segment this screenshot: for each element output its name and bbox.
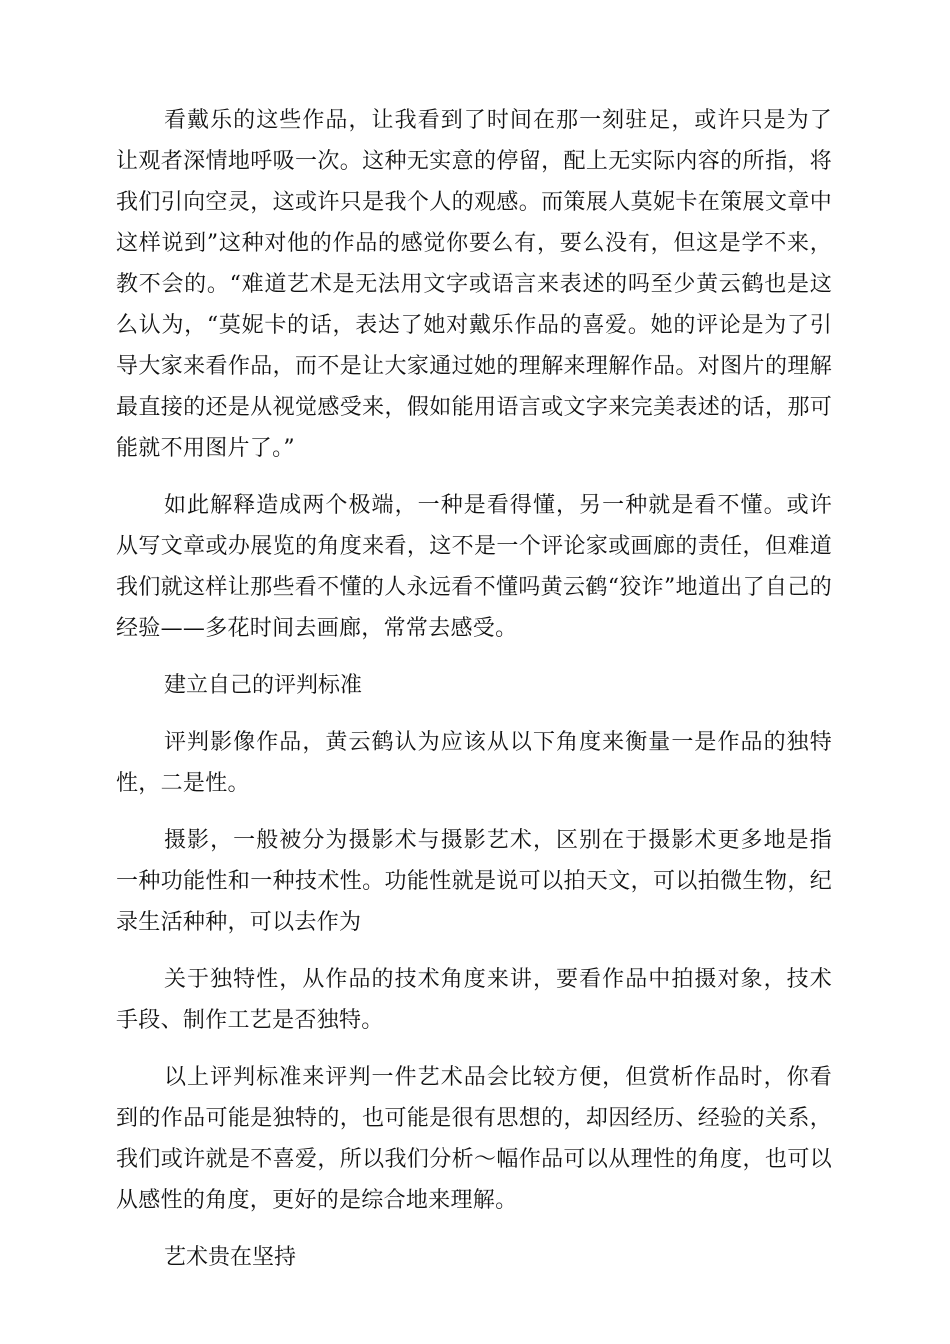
- section-heading-standards: 建立自己的评判标准: [164, 673, 363, 698]
- paragraph-1: 看戴乐的这些作品，让我看到了时间在那一刻驻足，或许只是为了让观者深情地呼吸一次。这种无实意的停留，配上无实际内容的所指，将我们引向空灵，这或许只是我个人的观感。而策展人莫妮卡在策展文章中这样说到”这种对他的作品的感觉你要么有，要么没有，但这是学不来，教不会的。“难道艺术是无法用文字或语言来表述的吗至少黄云鹤也是这么认为，“莫妮卡的话，表达了她对戴乐作品的喜爱。她的评论是为了引导大家来看作品，而不是让大家通过她的理解来理解作品。对图片的理解最直接的还是从视觉感受来，假如能用语言或文字来完美表述的话，那可能就不用图片了。”: [116, 108, 832, 461]
- paragraph-2: 如此解释造成两个极端，一种是看得懂，另一种就是看不懂。或许从写文章或办展览的角度来看，这不是一个评论家或画廊的责任，但难道我们就这样让那些看不懂的人永远看不懂吗黄云鹤“狡诈”地道出了自己的经验——多花时间去画廊，常常去感受。: [116, 493, 832, 641]
- paragraph-6: 以上评判标准来评判一件艺术品会比较方便，但赏析作品时，你看到的作品可能是独特的，也可能是很有思想的，却因经历、经验的关系，我们或许就是不喜爱，所以我们分析～幅作品可以从理性的角度，也可以从感性的角度，更好的是综合地来理解。: [116, 1065, 832, 1213]
- paragraph-3: 评判影像作品，黄云鹤认为应该从以下角度来衡量一是作品的独特性，二是性。: [116, 730, 832, 796]
- paragraph-4: 摄影，一般被分为摄影术与摄影艺术，区别在于摄影术更多地是指一种功能性和一种技术性。功能性就是说可以拍天文，可以拍微生物，纪录生活种种，可以去作为: [116, 828, 832, 935]
- paragraph-5: 关于独特性，从作品的技术角度来讲，要看作品中拍摄对象，技术手段、制作工艺是否独特。: [116, 967, 832, 1033]
- section-heading-persistence: 艺术贵在坚持: [164, 1245, 297, 1270]
- document-body: [116, 100, 832, 1294]
